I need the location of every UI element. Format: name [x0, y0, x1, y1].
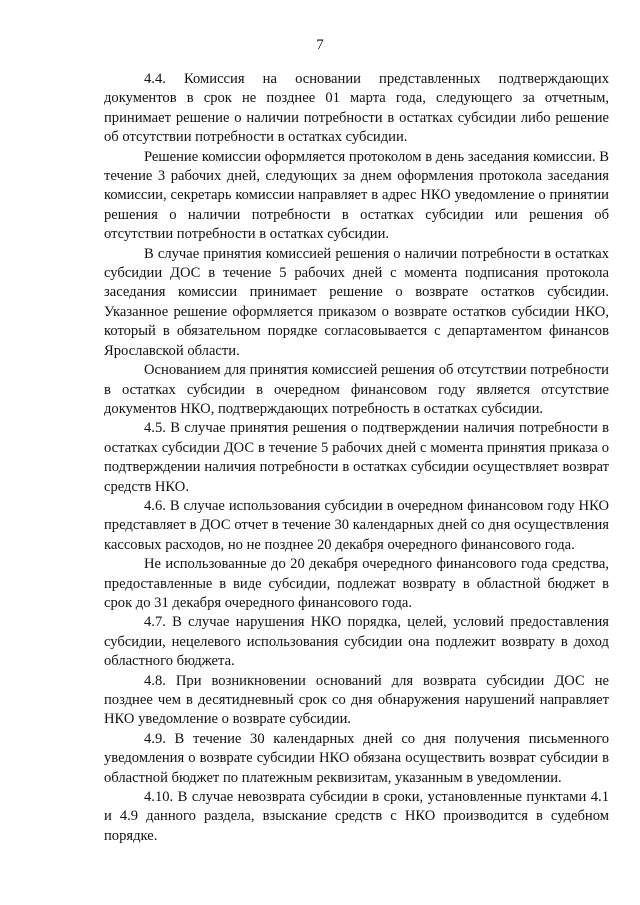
paragraph-unused-funds: Не использованные до 20 декабря очередного финансового года средства, предоставленные в виде субсидии, подлежат возврату в областной бюджет в срок до 31 декабря очередного финансового года.: [104, 556, 609, 611]
paragraph-4-6: 4.6. В случае использования субсидии в очередном финансовом году НКО представляет в ДОС отчет в течение 30 календарных дней со дня осуществления кассовых расходов, но не позднее 20 декабря очередного финансового года.: [104, 497, 609, 553]
paragraph-absence-basis: Основанием для принятия комиссией решения об отсутствии потребности в остатках субсидии в очередном финансовом году является отсутствие документов НКО, подтверждающих потребность в остатках субсидии.: [104, 362, 609, 417]
paragraph-4-9: 4.9. В течение 30 календарных дней со дня получения письменного уведомления о возврате субсидии НКО обязана осуществить возврат субсидии в областной бюджет по платежным реквизитам, указанным в уведомлении.: [104, 730, 609, 786]
page-number: 7: [316, 37, 324, 53]
paragraph-protocol-decision: Решение комиссии оформляется протоколом в день заседания комиссии. В течение 3 рабочих дней, следующих за днем оформления протокола заседания комиссии, секретарь комиссии направляет в адрес НКО уведомление о принятии решения о наличии потребности в остатках субсидии или решения об отсутствии потребности в остатках субсидии.: [104, 148, 609, 243]
paragraph-4-10: 4.10. В случае невозврата субсидии в сроки, установленные пунктами 4.1 и 4.9 данного раздела, взыскание средств с НКО производится в судебном порядке.: [104, 789, 609, 844]
paragraph-return-decision: В случае принятия комиссией решения о наличии потребности в остатках субсидии ДОС в течение 5 рабочих дней с момента подписания протокола заседания комиссии принимает решение о возврате остатков субсидии. Указанное решение оформляется приказом о возврате остатков субсидии НКО, который в обязательном порядке согласовывается с департаментом финансов Ярославской области.: [104, 245, 609, 359]
paragraph-4-4: 4.4. Комиссия на основании представленных подтверждающих документов в срок не позднее 01 марта года, следующего за отчетным, принимает решение о наличии потребности в остатках субсидии либо решение об отсутствии потребности в остатках субсидии.: [104, 71, 609, 146]
paragraph-4-5: 4.5. В случае принятия решения о подтверждении наличия потребности в остатках субсидии ДОС в течение 5 рабочих дней с момента принятия приказа о подтверждении наличия потребности в остатках субсидии осуществляет возврат средств НКО.: [104, 420, 609, 495]
paragraph-4-8: 4.8. При возникновении оснований для возврата субсидии ДОС не позднее чем в десятидневный срок со дня обнаружения нарушений направляет НКО уведомление о возврате субсидии.: [104, 672, 609, 728]
paragraph-4-7: 4.7. В случае нарушения НКО порядка, целей, условий предоставления субсидии, нецелевого использования субсидии она подлежит возврату в доход областного бюджета.: [104, 614, 609, 670]
document-body: [104, 70, 609, 846]
